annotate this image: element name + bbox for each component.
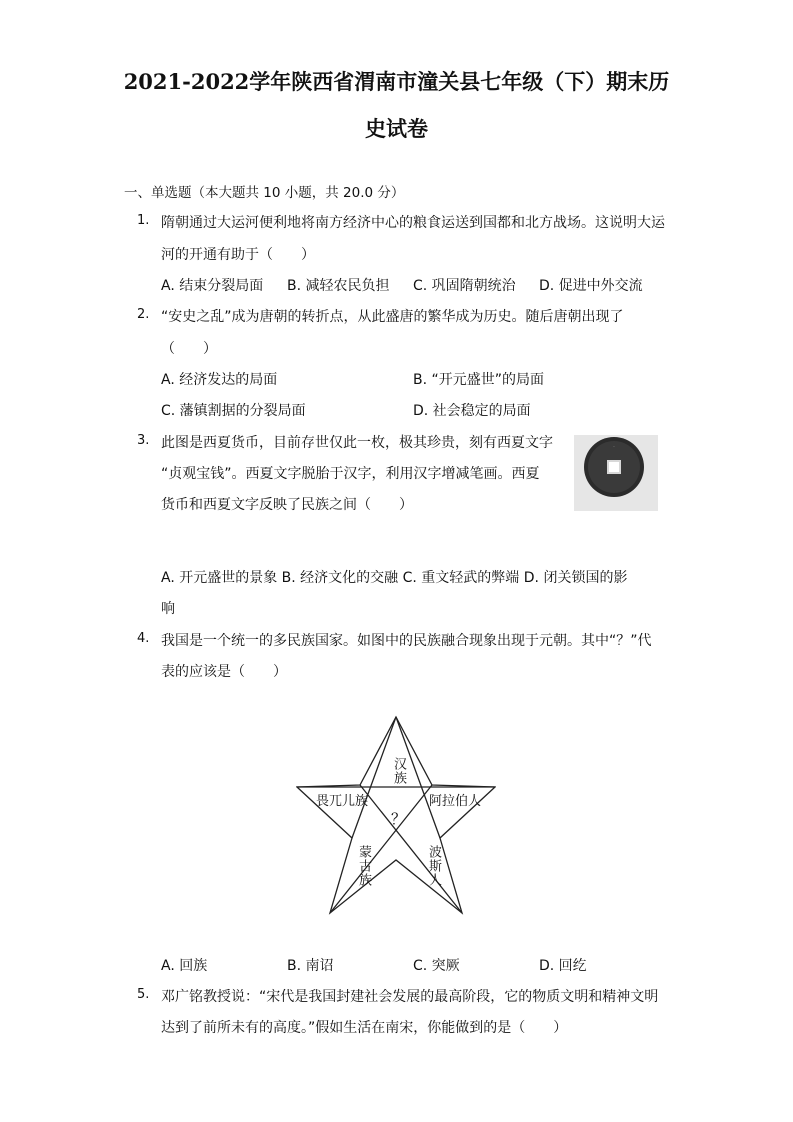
question-text-line: （ ） bbox=[161, 341, 217, 357]
option-d[interactable]: D. 回纥 bbox=[539, 958, 587, 974]
option-d[interactable]: D. 促进中外交流 bbox=[539, 278, 643, 294]
ethnic-fusion-star-diagram bbox=[296, 715, 496, 915]
star-label-bottom-left: 蒙古族 bbox=[356, 845, 371, 887]
option-c[interactable]: C. 巩固隋朝统治 bbox=[413, 278, 516, 294]
question-number: 2. bbox=[137, 307, 150, 322]
star-label-center: ？ bbox=[391, 810, 407, 828]
section-heading: 一、单选题（本大题共 10 小题，共 20.0 分） bbox=[124, 185, 405, 201]
star-label-right: 阿拉伯人 bbox=[429, 794, 482, 809]
star-label-top: 汉族 bbox=[391, 757, 406, 785]
question-text-line: “安史之乱”成为唐朝的转折点，从此盛唐的繁华成为历史。随后唐朝出现了 bbox=[161, 309, 624, 325]
exam-title-line1: 2021-2022学年陕西省渭南市潼关县七年级（下）期末历 bbox=[123, 69, 670, 94]
option-b[interactable]: B. 南诏 bbox=[287, 958, 334, 974]
option-c[interactable]: C. 藩镇割据的分裂局面 bbox=[161, 403, 306, 419]
question-text-line: 隋朝通过大运河便利地将南方经济中心的粮食运送到国都和北方战场。这说明大运 bbox=[161, 215, 665, 231]
option-c[interactable]: C. 突厥 bbox=[413, 958, 460, 974]
option-a[interactable]: A. 经济发达的局面 bbox=[161, 372, 278, 388]
question-text-line: “贞观宝钱”。西夏文字脱胎于汉字，利用汉字增减笔画。西夏 bbox=[161, 466, 540, 482]
options-line[interactable]: A. 开元盛世的景象 B. 经济文化的交融 C. 重文轻武的弊端 D. 闭关锁国的影 bbox=[161, 570, 628, 586]
option-b[interactable]: B. “开元盛世”的局面 bbox=[413, 372, 545, 388]
star-label-left: 畏兀儿族 bbox=[316, 794, 369, 809]
options-line-continued: 响 bbox=[161, 601, 175, 617]
question-text-line: 邓广铭教授说：“宋代是我国封建社会发展的最高阶段，它的物质文明和精神文明 bbox=[161, 989, 659, 1005]
option-a[interactable]: A. 结束分裂局面 bbox=[161, 278, 264, 294]
question-number: 5. bbox=[137, 987, 150, 1002]
exam-title-line2: 史试卷 bbox=[365, 116, 428, 141]
option-d[interactable]: D. 社会稳定的局面 bbox=[413, 403, 531, 419]
star-label-bottom-right: 波斯人 bbox=[426, 845, 441, 887]
option-b[interactable]: B. 减轻农民负担 bbox=[287, 278, 390, 294]
coin-icon bbox=[574, 435, 658, 511]
question-text-line: 表的应该是（ ） bbox=[161, 664, 287, 680]
question-number: 1. bbox=[137, 213, 150, 228]
xixia-coin-image bbox=[574, 435, 658, 511]
option-a[interactable]: A. 回族 bbox=[161, 958, 208, 974]
question-number: 4. bbox=[137, 631, 150, 646]
question-number: 3. bbox=[137, 433, 150, 448]
question-text-line: 货币和西夏文字反映了民族之间（ ） bbox=[161, 497, 413, 513]
question-text-line: 我国是一个统一的多民族国家。如图中的民族融合现象出现于元朝。其中“？”代 bbox=[161, 633, 652, 649]
question-text-line: 此图是西夏货币，目前存世仅此一枚，极其珍贵，刻有西夏文字 bbox=[161, 435, 553, 451]
question-text-line: 达到了前所未有的高度。”假如生活在南宋，你能做到的是（ ） bbox=[161, 1020, 568, 1036]
question-text-line: 河的开通有助于（ ） bbox=[161, 247, 315, 263]
svg-text:·: · bbox=[612, 443, 616, 451]
